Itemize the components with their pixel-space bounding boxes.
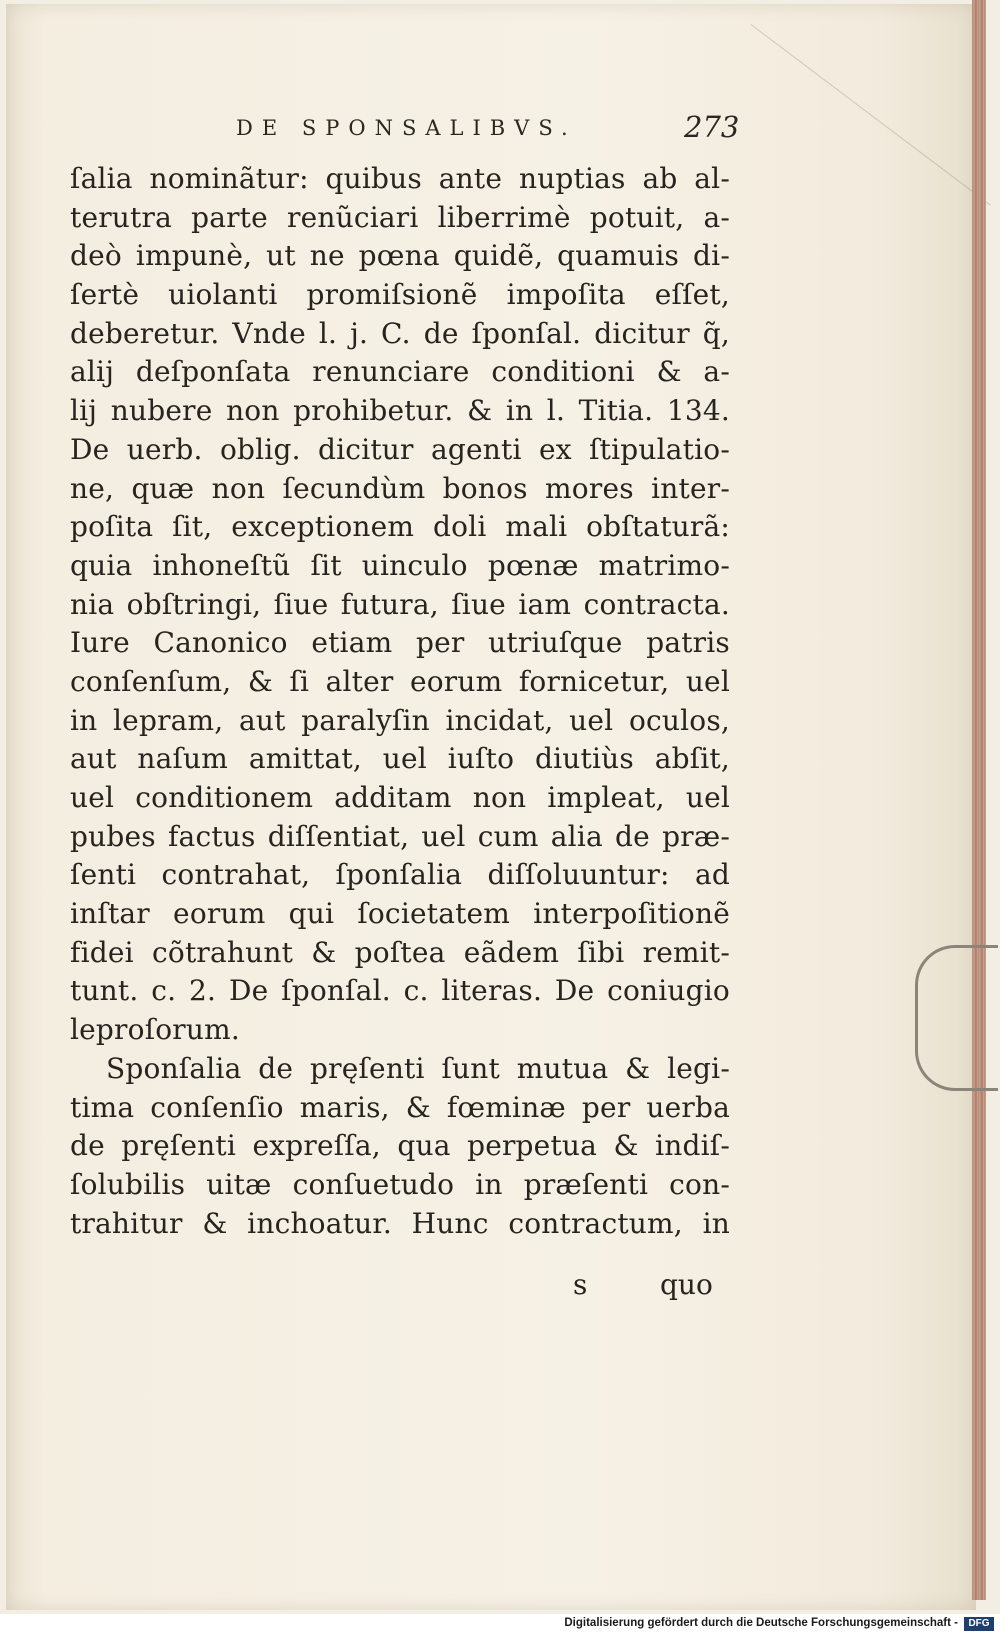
book-edge-right: [972, 0, 986, 1600]
text-line: nia obſtringi, ſiue futura, ſiue iam contracta.: [70, 587, 730, 621]
text-line: fidei cõtrahunt & poſtea eãdem ſibi remit-: [70, 935, 730, 969]
text-line: conſenſum, & ſi alter eorum fornicetur, uel: [70, 664, 730, 698]
running-title: DE SPONSALIBVS.: [236, 116, 577, 140]
text-line: inſtar eorum qui ſocietatem interpoſitionẽ: [70, 897, 730, 931]
text-line: deberetur. Vnde l. j. C. de ſponſal. dicitur q̃,: [70, 316, 730, 350]
running-head: [0, 110, 1000, 156]
text-line: ne, quæ non ſecundùm bonos mores inter-: [70, 471, 730, 505]
text-line: trahitur & inchoatur. Hunc contractum, in: [70, 1206, 730, 1240]
text-line: ſalia nominãtur: quibus ante nuptias ab al-: [70, 162, 730, 195]
page-clip-icon: [915, 945, 998, 1091]
page-fold-crease: [750, 24, 990, 205]
text-line: uel conditionem additam non impleat, uel: [70, 781, 730, 814]
page-number: 273: [684, 110, 740, 144]
text-line: terutra parte renũciari liberrimè potuit, a-: [70, 200, 730, 234]
text-line: tima conſenſio maris, & fœminæ per uerba: [70, 1090, 730, 1124]
text-line: lij nubere non prohibetur. & in l. Titia. 134.: [70, 394, 730, 428]
text-line: De uerb. oblig. dicitur agenti ex ſtipulatio-: [70, 432, 730, 466]
text-line: aut naſum amittat, uel iuſto diutiùs abſit,: [70, 742, 730, 776]
text-line: pubes factus diſſentiat, uel cum alia de præ-: [70, 819, 730, 853]
text-line: deò impunè, ut ne pœna quidẽ, quamuis di-: [70, 239, 730, 273]
text-line: quia inhoneſtũ ſit uinculo pœnæ matrimo-: [70, 548, 730, 582]
text-line: tunt. c. 2. De ſponſal. c. literas. De coniugio: [70, 974, 730, 1008]
text-line: alij deſponſata renunciare conditioni & a-: [70, 355, 730, 389]
footer-credit: Digitalisierung gefördert durch die Deutsche Forschungsgemeinschaft -: [564, 1617, 958, 1629]
text-line: ſertè uiolanti promiſsionẽ impoſita eſſet,: [70, 278, 730, 312]
text-line: de pręſenti expreſſa, qua perpetua & indiſ-: [70, 1129, 730, 1163]
text-line: Sponſalia de pręſenti ſunt mutua & legi-: [106, 1051, 730, 1085]
text-line: Iure Canonico etiam per utriuſque patris: [70, 626, 730, 660]
text-line: leproſorum.: [70, 1013, 240, 1047]
text-line: ſolubilis uitæ conſuetudo in præſenti con-: [70, 1167, 730, 1201]
text-line: poſita ſit, exceptionem doli mali obſtaturã:: [70, 510, 730, 544]
catchword: quo: [660, 1268, 713, 1301]
catchword-row: [0, 1268, 1000, 1304]
digitization-footer: [0, 1614, 1000, 1635]
dfg-logo: DFG: [964, 1617, 994, 1631]
body-text: [70, 160, 730, 1243]
text-line: in lepram, aut paralyſin incidat, uel oculos,: [70, 703, 730, 737]
text-line: ſenti contrahat, ſponſalia diſſoluuntur: ad: [70, 858, 730, 892]
signature-mark: s: [573, 1268, 588, 1301]
